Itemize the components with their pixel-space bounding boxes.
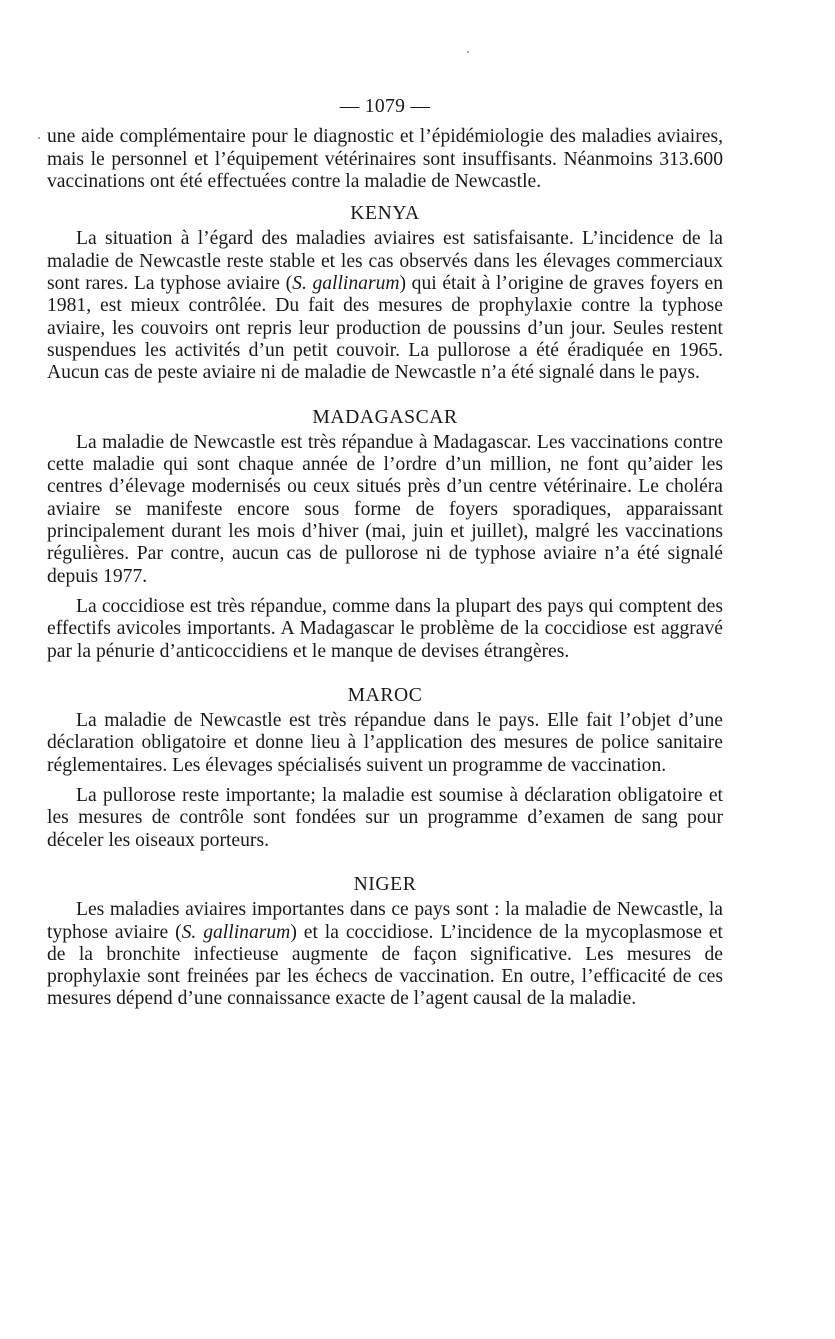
- niger-paragraph-1: [47, 899, 723, 1010]
- species-name-italic: S. gallinarum: [292, 273, 400, 295]
- document-page: [47, 96, 723, 1011]
- section-heading-maroc: MAROC: [347, 684, 423, 706]
- section-niger: [47, 874, 723, 1011]
- niger-text-a: Les maladies aviaires importantes dans ce pays sont : la maladie de Newcastle, la typhose aviaire (: [47, 899, 723, 943]
- section-heading-kenya: KENYA: [350, 203, 420, 225]
- maroc-paragraph-1: La maladie de Newcastle est très répandue dans le pays. Elle fait l’objet d’une déclaration obligatoire et donne lieu à l’application des mesures de police sanitaire réglementaires. Les élevages spécialisés suivent un programme de vaccination.: [47, 710, 723, 776]
- section-heading-madagascar: MADAGASCAR: [312, 406, 458, 428]
- madagascar-paragraph-1: La maladie de Newcastle est très répandue à Madagascar. Les vaccinations contre cette maladie qui sont chaque année de l’ordre d’un million, ne font qu’aider les centres d’élevage modernisés ou ceux situés près d’un centre vétérinaire. Le choléra aviaire se manifeste encore sous forme de foyers sporadiques, apparaissant principalement durant les mois d’hiver (mai, juin et juillet), malgré les vaccinations régulières. Par contre, aucun cas de pullorose ni de typhose aviaire n’a été signalé depuis 1977.: [47, 431, 723, 587]
- maroc-paragraph-2: La pullorose reste importante; la maladie est soumise à déclaration obligatoire et les mesures de contrôle sont fondées sur un programme d’examen de sang pour déceler les oiseaux porteurs.: [47, 785, 723, 851]
- section-heading-niger: NIGER: [353, 873, 417, 895]
- kenya-paragraph-1: [47, 228, 723, 384]
- page-number: — 1079 —: [339, 96, 431, 117]
- intro-paragraph: une aide complémentaire pour le diagnostic et l’épidémiologie des maladies aviaires, mais le personnel et l’équipement vétérinaires sont insuffisants. Néanmoins 313.600 vaccinations ont été effectuées contre la maladie de Newcastle.: [47, 126, 723, 192]
- scan-speck: [467, 51, 469, 53]
- scan-speck: [38, 137, 40, 139]
- madagascar-paragraph-2: La coccidiose est très répandue, comme dans la plupart des pays qui comptent des effectifs avicoles importants. A Madagascar le problème de la coccidiose est aggravé par la pénurie d’anticoccidiens et le manque de devises étrangères.: [47, 595, 723, 662]
- kenya-text-a: La situation à l’égard des maladies aviaires est satisfaisante. L’incidence de la maladie de Newcastle reste stable et les cas observés dans les élevages commerciaux sont rares. La typhose aviaire (: [47, 228, 723, 295]
- kenya-text-b: ) qui était à l’origine de graves foyers en 1981, est mieux contrôlée. Du fait des mesures de prophylaxie contre la typhose aviaire, les couvoirs ont repris leur production de poussins d’un jour. Seules restent suspendues les activités d’un petit couvoir. La pullorose a été éradiquée en 1965. Aucun cas de peste aviaire ni de maladie de Newcastle n’a été signalé dans le pays.: [47, 273, 723, 384]
- section-madagascar: [47, 407, 723, 663]
- niger-text-b: ) et la coccidiose. L’incidence de la mycoplasmose et de la bronchite infectieuse augmente de façon significative. Les mesures de prophylaxie sont freinées par les échecs de vaccination. En outre, l’efficacité de ces mesures dépend d’une connaissance exacte de l’agent causal de la maladie.: [47, 921, 723, 1010]
- section-maroc: [47, 685, 723, 852]
- section-kenya: [47, 203, 723, 384]
- species-name-italic: S. gallinarum: [181, 921, 291, 943]
